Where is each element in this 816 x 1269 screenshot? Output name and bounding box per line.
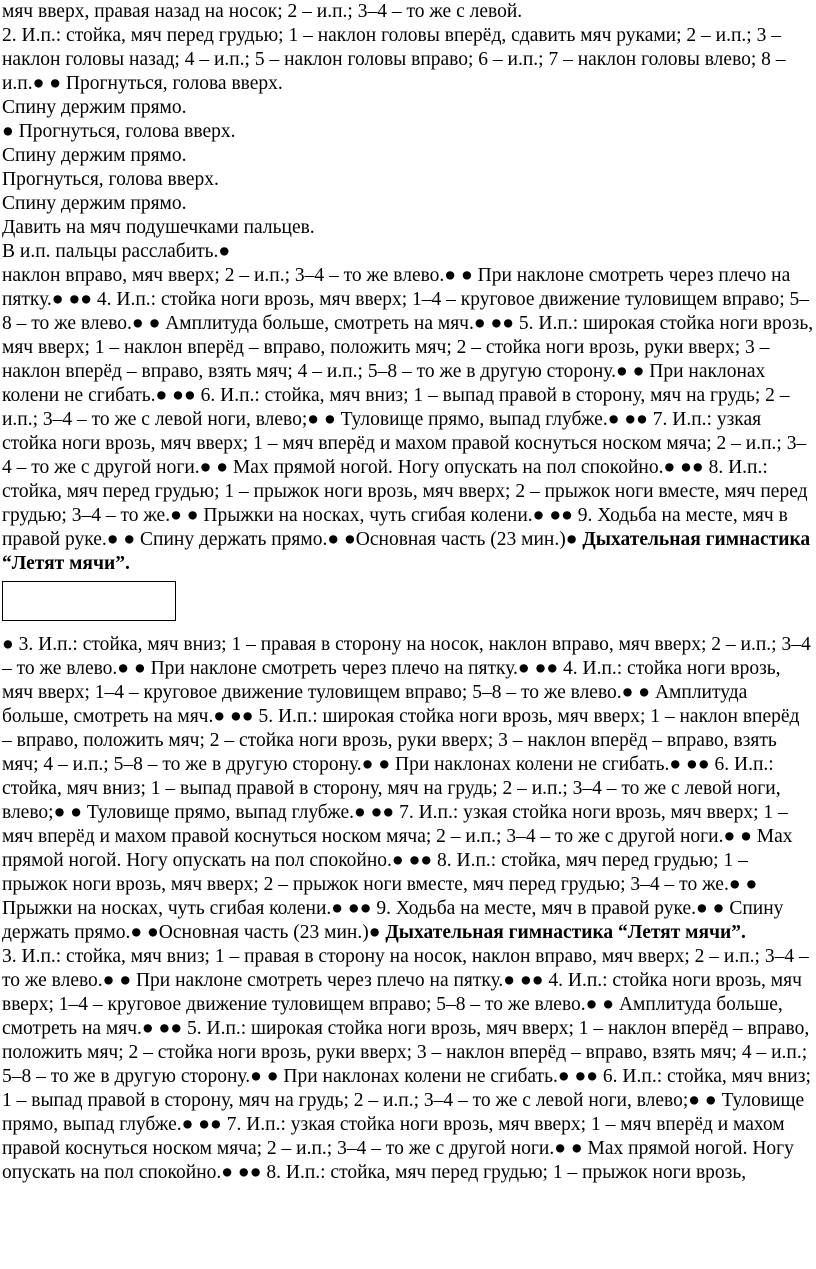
text-line: Прогнуться, голова вверх. xyxy=(2,169,219,190)
exercise-paragraph-main xyxy=(0,264,816,576)
text-line: ● Прогнуться, голова вверх. xyxy=(2,121,236,142)
text-line: мяч вверх, правая назад на носок; 2 – и.п.; 3–4 – то же с левой. xyxy=(2,1,523,22)
exercise-paragraph: 2. И.п.: стойка, мяч перед грудью; 1 – наклон головы вперёд, сдавить мяч руками; 2 – и.п.; 3 – наклон головы назад; 4 – и.п.; 5 – наклон головы вправо; 6 – и.п.; 7 – наклон головы влево; 8 – и.п.● ● Прогнуться, голова вверх. xyxy=(2,25,786,94)
text-line: Давить на мяч подушечками пальцев. xyxy=(2,217,315,238)
exercise-text: наклон вправо, мяч вверх; 2 – и.п.; 3–4 – то же влево.● ● При наклоне смотреть через плечо на пятку.● ●● 4. И.п.: стойка ноги врозь, мяч вверх; 1–4 – круговое движение туловищем вправо; 5–8 – то же влево.● ● Амплитуда больше, смотреть на мяч.● ●● 5. И.п.: широкая стойка ноги врозь, мяч вверх; 1 – наклон вперёд – вправо, положить мяч; 2 – стойка ноги врозь, руки вверх; 3 – наклон вперёд – вправо, взять мяч; 4 – и.п.; 5–8 – то же в другую сторону.● ● При наклонах колени не сгибать.● ●● 6. И.п.: стойка, мяч вниз; 1 – выпад правой в сторону, мяч на грудь; 2 – и.п.; 3–4 – то же с левой ноги, влево;● ● Туловище прямо, выпад глубже.● ●● 7. И.п.: узкая стойка ноги врозь, мяч вверх; 1 – мяч вперёд и махом правой коснуться носком мяча; 2 – и.п.; 3–4 – то же с другой ноги.● ● Мах прямой ногой. Ногу опускать на пол спокойно.● ●● 8. И.п.: стойка, мяч перед грудью; 1 – прыжок ноги врозь, мяч вверх; 2 – прыжок ноги вместе, мяч перед грудью; 3–4 – то же.● ● Прыжки на носках, чуть сгибая колени.● ●● 9. Ходьба на месте, мяч в правой руке.● ● Спину держать прямо.● ●Основная часть (23 мин.)● xyxy=(2,265,814,550)
section-heading: Дыхательная гимнастика “Летят мячи”. xyxy=(2,529,811,574)
section-heading: Дыхательная гимнастика “Летят мячи”. xyxy=(385,922,746,943)
empty-frame xyxy=(2,581,176,621)
text-line: Спину держим прямо. xyxy=(2,97,187,118)
text-line: Спину держим прямо. xyxy=(2,145,187,166)
exercise-text: ● 3. И.п.: стойка, мяч вниз; 1 – правая в сторону на носок, наклон вправо, мяч вверх; 2 – и.п.; 3–4 – то же влево.● ● При наклоне смотреть через плечо на пятку.● ●● 4. И.п.: стойка ноги врозь, мяч вверх; 1–4 – круговое движение туловищем вправо; 5–8 – то же влево.● ● Амплитуда больше, смотреть на мяч.● ●● 5. И.п.: широкая стойка ноги врозь, мяч вверх; 1 – наклон вперёд – вправо, положить мяч; 2 – стойка ноги врозь, руки вверх; 3 – наклон вперёд – вправо, взять мяч; 4 – и.п.; 5–8 – то же в другую сторону.● ● При наклонах колени не сгибать.● ●● 6. И.п.: стойка, мяч вниз; 1 – выпад правой в сторону, мяч на грудь; 2 – и.п.; 3–4 – то же с левой ноги, влево;● ● Туловище прямо, выпад глубже.● ●● 7. И.п.: узкая стойка ноги врозь, мяч вверх; 1 – мяч вперёд и махом правой коснуться носком мяча; 2 – и.п.; 3–4 – то же с другой ноги.● ● Мах прямой ногой. Ногу опускать на пол спокойно.● ●● 8. И.п.: стойка, мяч перед грудью; 1 – прыжок ноги врозь, мяч вверх; 2 – прыжок ноги вместе, мяч перед грудью; 3–4 – то же.● ● Прыжки на носках, чуть сгибая колени.● ●● 9. Ходьба на месте, мяч в правой руке.● ● Спину держать прямо.● ●Основная часть (23 мин.)● xyxy=(2,634,811,943)
text-line: В и.п. пальцы расслабить.● xyxy=(2,241,231,262)
exercise-paragraph-repeat xyxy=(0,633,816,945)
text-line: Спину держим прямо. xyxy=(2,193,187,214)
exercise-paragraph-repeat-2: 3. И.п.: стойка, мяч вниз; 1 – правая в сторону на носок, наклон вправо, мяч вверх; 2 – и.п.; 3–4 – то же влево.● ● При наклоне смотреть через плечо на пятку.● ●● 4. И.п.: стойка ноги врозь, мяч вверх; 1–4 – круговое движение туловищем вправо; 5–8 – то же влево.● ● Амплитуда больше, смотреть на мяч.● ●● 5. И.п.: широкая стойка ноги врозь, мяч вверх; 1 – наклон вперёд – вправо, положить мяч; 2 – стойка ноги врозь, руки вверх; 3 – наклон вперёд – вправо, взять мяч; 4 – и.п.; 5–8 – то же в другую сторону.● ● При наклонах колени не сгибать.● ●● 6. И.п.: стойка, мяч вниз; 1 – выпад правой в сторону, мяч на грудь; 2 – и.п.; 3–4 – то же с левой ноги, влево;● ● Туловище прямо, выпад глубже.● ●● 7. И.п.: узкая стойка ноги врозь, мяч вверх; 1 – мяч вперёд и махом правой коснуться носком мяча; 2 – и.п.; 3–4 – то же с другой ноги.● ● Мах прямой ногой. Ногу опускать на пол спокойно.● ●● 8. И.п.: стойка, мяч перед грудью; 1 – прыжок ноги врозь, xyxy=(2,946,811,1183)
